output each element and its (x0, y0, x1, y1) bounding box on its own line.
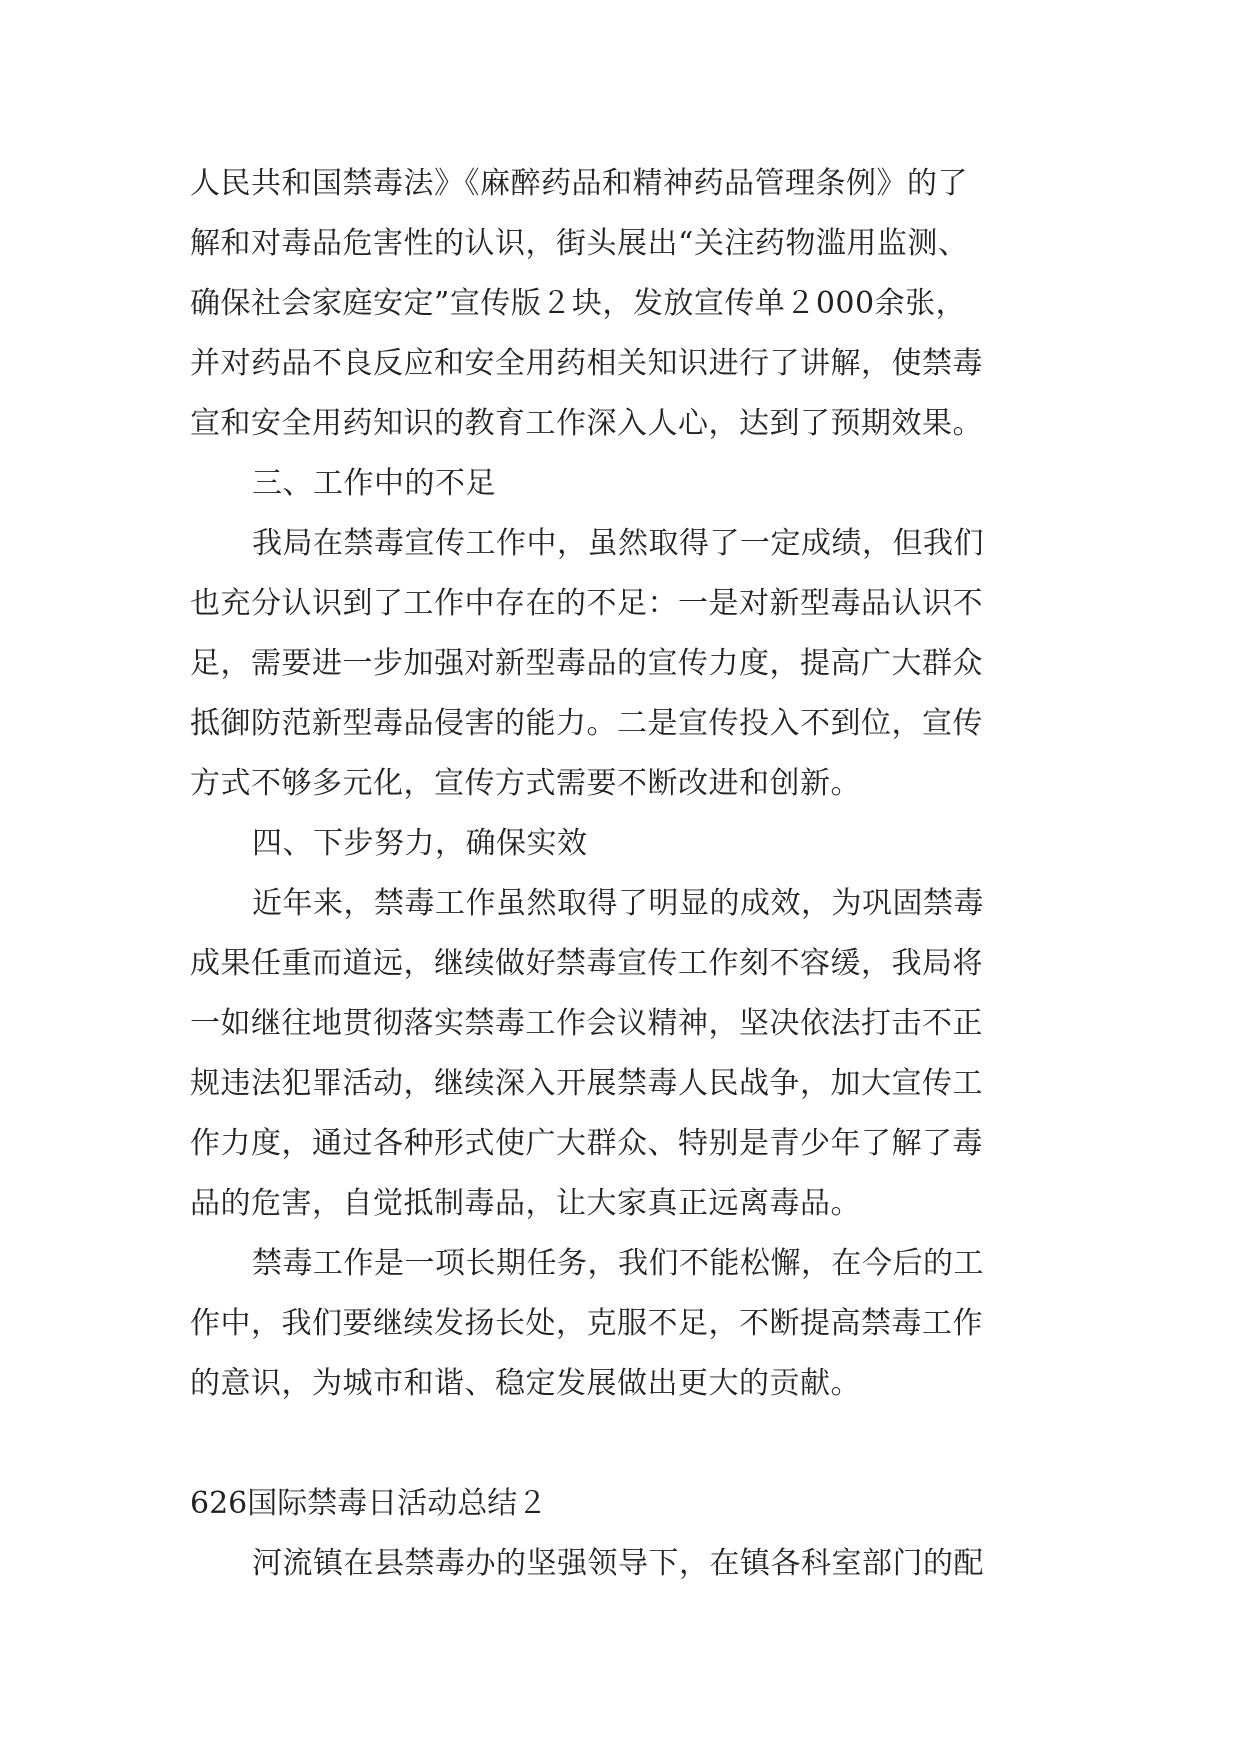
body-line: 作中，我们要继续发扬长处，克服不足，不断提高禁毒工作 (190, 1306, 983, 1341)
section-heading-next-steps: 四、下步努力，确保实效 (252, 826, 588, 861)
body-line: 规违法犯罪活动，继续深入开展禁毒人民战争，加大宣传工 (190, 1066, 983, 1101)
body-line: 作力度，通过各种形式使广大群众、特别是青少年了解了毒 (190, 1126, 983, 1161)
body-line: 成果任重而道远，继续做好禁毒宣传工作刻不容缓，我局将 (190, 946, 983, 981)
body-line: 近年来，禁毒工作虽然取得了明显的成效，为巩固禁毒 (252, 886, 984, 921)
body-line: 河流镇在县禁毒办的坚强领导下，在镇各科室部门的配 (252, 1546, 984, 1581)
body-line: 宣和安全用药知识的教育工作深入人心，达到了预期效果。 (190, 406, 983, 441)
body-line: 一如继往地贯彻落实禁毒工作会议精神，坚决依法打击不正 (190, 1006, 983, 1041)
body-line: 我局在禁毒宣传工作中，虽然取得了一定成绩，但我们 (252, 526, 984, 561)
body-line: 足，需要进一步加强对新型毒品的宣传力度，提高广大群众 (190, 646, 983, 681)
body-line: 人民共和国禁毒法》《麻醉药品和精神药品管理条例》的了 (190, 166, 968, 201)
body-line: 抵御防范新型毒品侵害的能力。二是宣传投入不到位，宣传 (190, 706, 983, 741)
body-line: 方式不够多元化，宣传方式需要不断改进和创新。 (190, 766, 861, 801)
body-line: 品的危害，自觉抵制毒品，让大家真正远离毒品。 (190, 1186, 861, 1221)
section-heading-shortcomings: 三、工作中的不足 (252, 466, 496, 501)
body-line: 确保社会家庭安定”宣传版２块，发放宣传单２000余张， (190, 286, 967, 321)
spacer (190, 1414, 1052, 1474)
body-line: 的意识，为城市和谐、稳定发展做出更大的贡献。 (190, 1366, 861, 1401)
body-line: 禁毒工作是一项长期任务，我们不能松懈，在今后的工 (252, 1246, 984, 1281)
second-document-title: 626国际禁毒日活动总结２ (190, 1486, 548, 1521)
body-line: 解和对毒品危害性的认识，街头展出“关注药物滥用监测、 (190, 226, 969, 261)
body-line: 并对药品不良反应和安全用药相关知识进行了讲解，使禁毒 (190, 346, 983, 381)
document-body (190, 154, 1052, 1594)
body-line: 也充分认识到了工作中存在的不足：一是对新型毒品认识不 (190, 586, 983, 621)
